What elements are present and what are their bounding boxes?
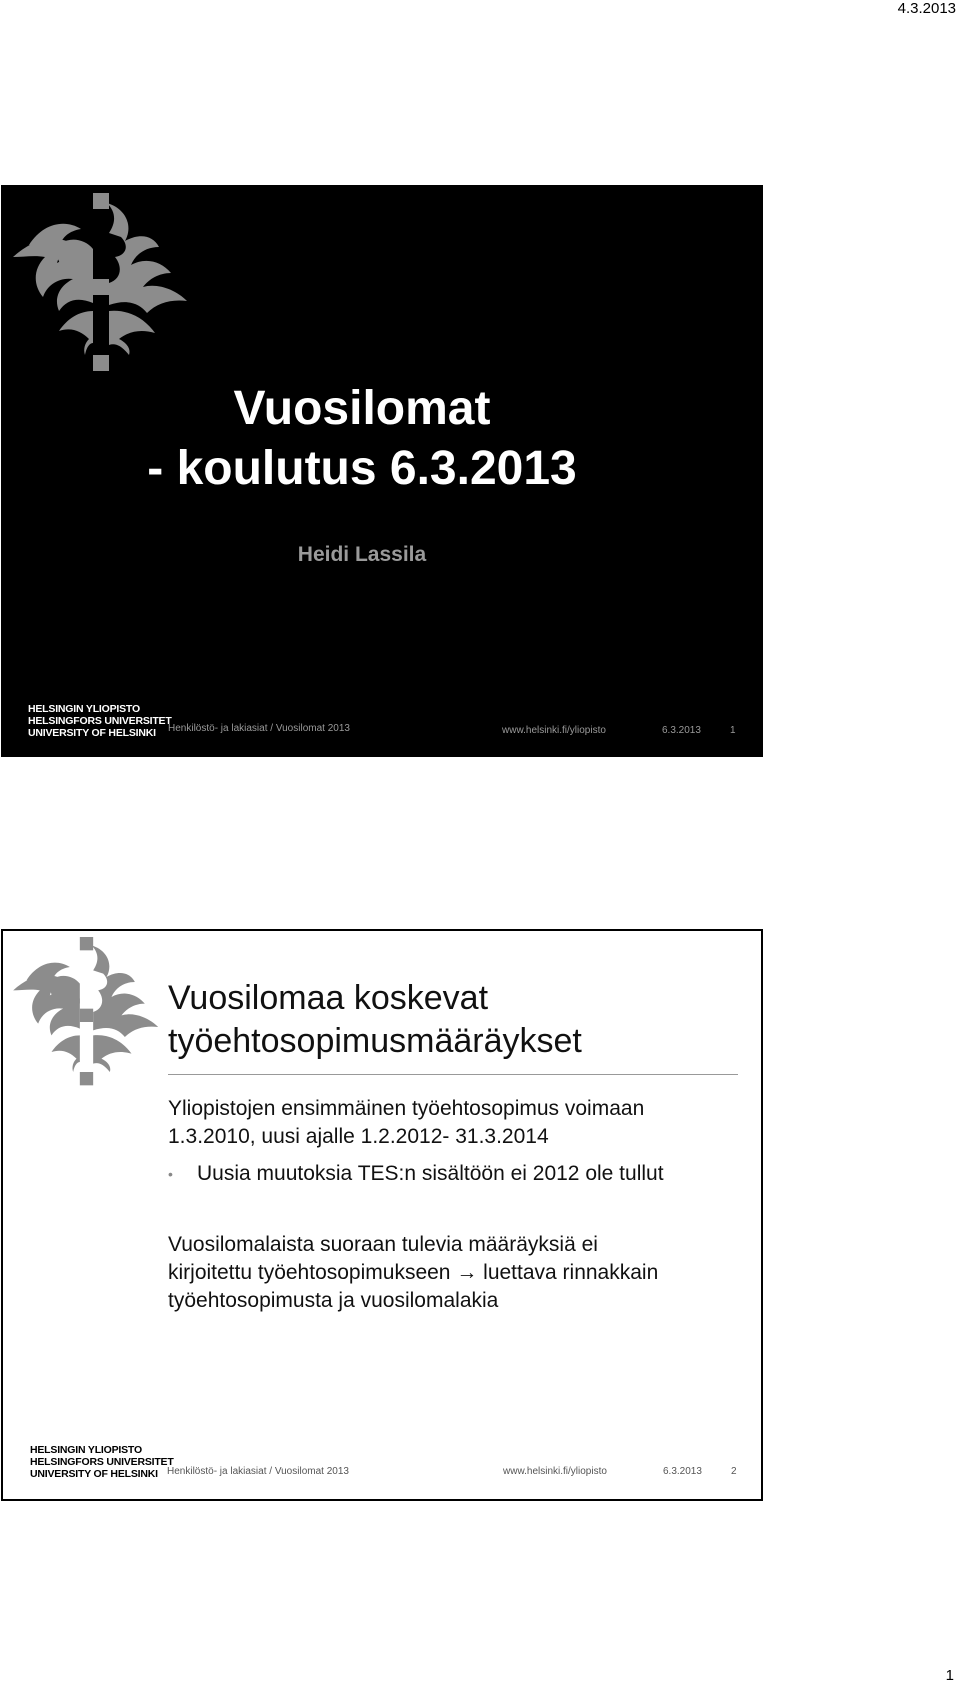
slide-2-paragraph-2	[168, 1231, 658, 1315]
slide-1-footer-date: 6.3.2013	[662, 725, 701, 736]
helsinki-university-flame-logo-icon	[9, 937, 169, 1087]
bullet-mark: •	[168, 1166, 173, 1182]
slide-2-footer-url: www.helsinki.fi/yliopisto	[503, 1466, 607, 1477]
title-divider	[168, 1074, 738, 1075]
university-wordmark	[30, 1444, 174, 1480]
slide-2-paragraph-1	[168, 1095, 644, 1151]
university-name-sv: HELSINGFORS UNIVERSITET	[28, 715, 172, 727]
paragraph-1-line-2: 1.3.2010, uusi ajalle 1.2.2012- 31.3.2014	[168, 1125, 549, 1148]
bullet-text: Uusia muutoksia TES:n sisältöön ei 2012 ole tullut	[197, 1162, 664, 1185]
slide-2-title-line-2: työehtosopimusmääräykset	[168, 1022, 582, 1060]
university-name-en: UNIVERSITY OF HELSINKI	[30, 1468, 158, 1480]
slide-1-subtitle: Heidi Lassila	[297, 543, 427, 566]
slide-2-footer-number: 2	[731, 1466, 737, 1477]
university-name-en: UNIVERSITY OF HELSINKI	[28, 727, 156, 739]
page-header-date: 4.3.2013	[897, 0, 956, 17]
paragraph-2-line-2: kirjoitettu työehtosopimukseen → luettava rinnakkain	[168, 1261, 659, 1284]
university-name-fi: HELSINGIN YLIOPISTO	[30, 1444, 142, 1456]
slide-2	[1, 929, 763, 1501]
paragraph-1-line-1: Yliopistojen ensimmäinen työehtosopimus voimaan	[168, 1097, 645, 1120]
slide-2-title-line-1: Vuosilomaa koskevat	[168, 979, 489, 1017]
university-name-sv: HELSINGFORS UNIVERSITET	[30, 1456, 174, 1468]
slide-1-title-line-2: - koulutus 6.3.2013	[147, 442, 577, 495]
slide-2-footer-course: Henkilöstö- ja lakiasiat / Vuosilomat 2013	[167, 1466, 349, 1477]
slide-1-footer-course: Henkilöstö- ja lakiasiat / Vuosilomat 2013	[168, 723, 350, 734]
slide-2-footer-date: 6.3.2013	[663, 1466, 702, 1477]
slide-1-footer-number: 1	[730, 725, 736, 736]
page-number: 1	[945, 1667, 954, 1684]
slide-2-title	[168, 977, 582, 1063]
paragraph-2-line-3: työehtosopimusta ja vuosilomalakia	[168, 1289, 499, 1312]
slide-1-title-line-1: Vuosilomat	[233, 382, 491, 435]
university-name-fi: HELSINGIN YLIOPISTO	[28, 703, 140, 715]
slide-1	[1, 185, 763, 757]
helsinki-university-flame-logo-icon	[9, 193, 199, 373]
paragraph-2-line-1: Vuosilomalaista suoraan tulevia määräyksiä ei	[168, 1233, 598, 1256]
slide-1-footer-url: www.helsinki.fi/yliopisto	[502, 725, 606, 736]
university-wordmark	[28, 703, 172, 739]
